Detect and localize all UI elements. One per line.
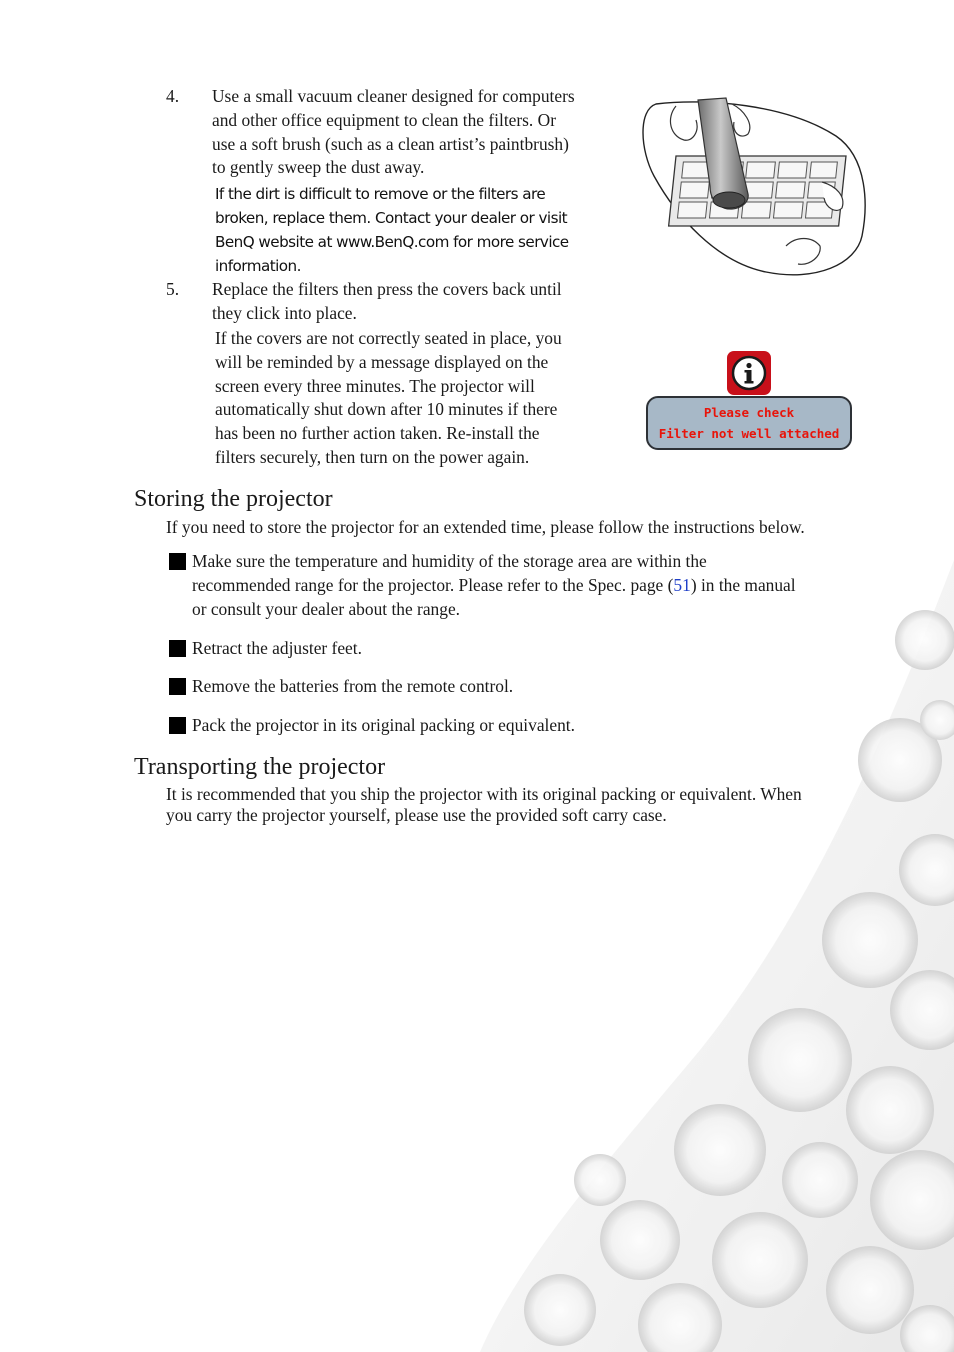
paragraph-line: you carry the projector yourself, please use the provided soft carry case.	[166, 804, 667, 825]
note-line: BenQ website at www.BenQ.com for more service	[215, 232, 569, 251]
step-5-text	[212, 278, 622, 326]
note-line: If the covers are not correctly seated in place, you	[215, 328, 562, 348]
bullet-square-icon	[169, 717, 186, 734]
info-icon	[727, 351, 771, 395]
step-4-note	[215, 183, 615, 279]
step-number: 5.	[166, 279, 180, 299]
transporting-text	[166, 784, 886, 825]
info-badge	[727, 351, 771, 395]
step-line: to gently sweep the dust away.	[212, 157, 425, 178]
step-line: they click into place.	[212, 302, 357, 323]
bullet-line: Make sure the temperature and humidity of the storage area are within the	[192, 551, 707, 571]
step-number: 4.	[166, 86, 180, 106]
section-heading-storing: Storing the projector	[134, 486, 333, 512]
paragraph-line: It is recommended that you ship the projector with its original packing or equivalent. When	[166, 784, 802, 804]
bullet-square-icon	[169, 678, 186, 695]
storing-bullet-1	[192, 550, 892, 621]
osd-line-2: Filter not well attached	[658, 426, 840, 441]
note-line: will be reminded by a message displayed on the	[215, 351, 549, 372]
storing-bullet-4: Pack the projector in its original packing or equivalent.	[192, 715, 575, 735]
osd-line-1: Please check	[703, 405, 795, 420]
note-line: broken, replace them. Contact your dealer or visit	[215, 208, 568, 227]
step-line: use a soft brush (such as a clean artist’s paintbrush)	[212, 133, 569, 154]
storing-bullet-3: Remove the batteries from the remote control.	[192, 676, 514, 696]
bullet-square-icon	[169, 640, 186, 657]
step-line: Use a small vacuum cleaner designed for computers	[212, 86, 575, 106]
bullet-line: or consult your dealer about the range.	[192, 598, 461, 619]
step-line: Replace the filters then press the covers back until	[212, 279, 562, 299]
storing-intro: If you need to store the projector for an extended time, please follow the instructions below.	[166, 517, 805, 537]
step-line: and other office equipment to clean the filters. Or	[212, 109, 556, 130]
note-line: automatically shut down after 10 minutes if there	[215, 399, 558, 420]
storing-bullet-2: Retract the adjuster feet.	[192, 638, 362, 658]
bullet-line	[192, 574, 892, 598]
vacuum-cleaning-filter-illustration	[636, 96, 868, 282]
filter-warning-message	[646, 396, 852, 450]
step-5-note	[215, 327, 615, 470]
note-line: filters securely, then turn on the power again.	[215, 446, 530, 467]
note-line: If the dirt is difficult to remove or the filters are	[215, 185, 546, 203]
section-heading-transporting: Transporting the projector	[134, 754, 386, 780]
bullet-text: ) in the manual	[690, 574, 796, 595]
bullet-text: recommended range for the projector. Please refer to the Spec. page (	[192, 574, 674, 595]
note-line: has been no further action taken. Re-install the	[215, 423, 540, 444]
bullet-square-icon	[169, 553, 186, 570]
note-line: screen every three minutes. The projector will	[215, 375, 535, 396]
note-line: information.	[215, 256, 301, 275]
spec-page-link[interactable]: 51	[673, 574, 691, 595]
step-4-text	[212, 85, 622, 180]
